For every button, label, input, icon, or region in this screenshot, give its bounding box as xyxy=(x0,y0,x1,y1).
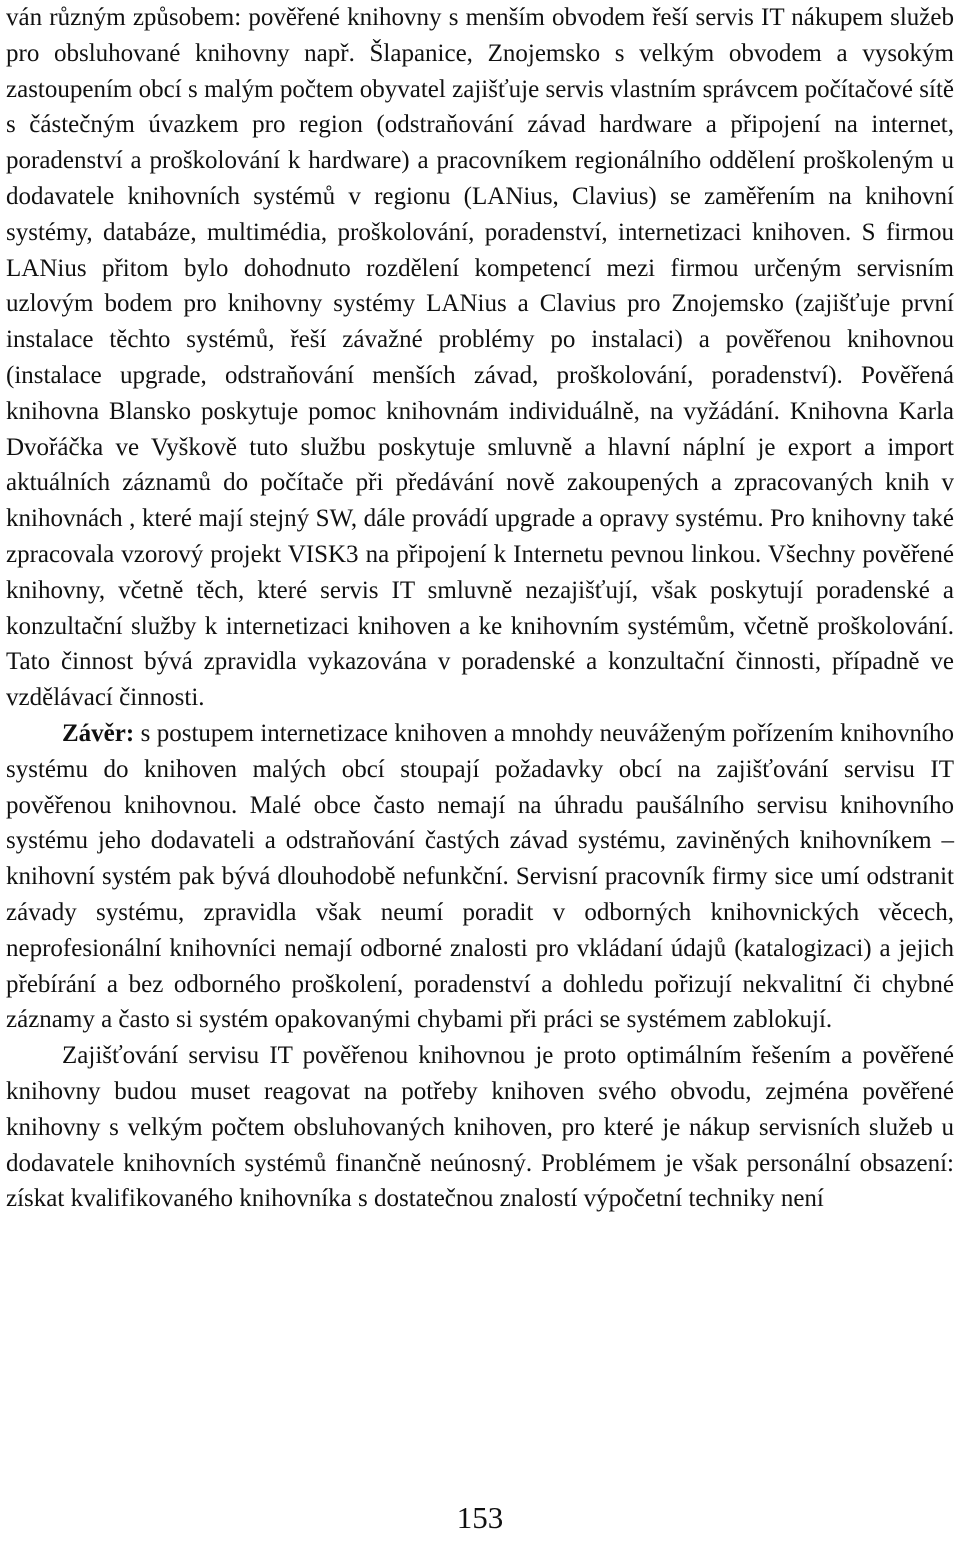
paragraph-1: ván různým způsobem: pověřené knihovny s menším obvodem řeší servis IT nákupem služeb pro obsluhované knihovny např. Šlapanice, Znojemsko s velkým obvodem a vysokým zastoupením obcí s malým počtem obyvatel zajišťuje servis vlastním správcem počítačové sítě s částečným úvazkem pro region (odstraňování závad hardware a připojení na internet, poradenství a proškolování k hardware) a pracovníkem regionálního oddělení proškoleným u dodavatele knihovních systémů v regionu (LANius, Clavius) se zaměřením na knihovní systémy, databáze, multimédia, proškolování, poradenství, internetizaci knihoven. S firmou LANius přitom bylo dohodnuto rozdělení kompetencí mezi firmou určeným servisním uzlovým bodem pro knihovny systémy LANius a Clavius pro Znojemsko (zajišťuje první instalace těchto systémů, řeší závažné problémy po instalaci) a pověřenou knihovnou (instalace upgrade, odstraňování menších závad, proškolování, poradenství). Pověřená knihovna Blansko poskytuje pomoc knihovnám individuálně, na vyžádání. Knihovna Karla Dvořáčka ve Vyškově tuto službu poskytuje smluvně a hlavní náplní je export a import aktuálních záznamů do počítače při předávání nově zakoupených a zpracovaných knih v knihovnách , které mají stejný SW, dále provádí upgrade a opravy systému. Pro knihovny také zpracovala vzorový projekt VISK3 na připojení k Internetu pevnou linkou. Všechny pověřené knihovny, včetně těch, které servis IT smluvně nezajišťují, však poskytují poradenské a konzultační služby k internetizaci knihoven a ke knihovním systémům, včetně proškolování. Tato činnost bývá zpravidla vykazována v poradenské a konzultační činnosti, případně ve vzdělávací činnosti. xyxy=(6,4,954,712)
document-page xyxy=(6,0,954,1217)
page-number: 153 xyxy=(456,1500,504,1535)
paragraph-2 xyxy=(6,716,954,1038)
conclusion-label: Závěr: xyxy=(62,719,135,747)
paragraph-2-text: s postupem internetizace knihoven a mnohdy neuváženým pořízením knihovního systému do knihoven malých obcí stoupají požadavky obcí na zajišťování servisu IT pověřenou knihovnou. Malé obce často nemají na úhradu paušálního servisu knihovního systému jeho dodavateli a odstraňování častých závad systému, zaviněných knihovníkem – knihovní systém pak bývá dlouhodobě nefunkční. Servisní pracovník firmy sice umí odstranit závady systému, zpravidla však neumí poradit v odborných knihovnických věcech, neprofesionální knihovníci nemají odborné znalosti pro vkládaní údajů (katalogizaci) a jejich přebírání a bez odborného proškolení, poradenství a dohledu pořizují nekvalitní či chybné záznamy a často si systém opakovanými chybami při práci se systémem zablokují. xyxy=(6,719,954,1034)
paragraph-3: Zajišťování servisu IT pověřenou knihovnou je proto optimálním řešením a pověřené knihovny budou muset reagovat na potřeby knihoven svého obvodu, zejména pověřené knihovny s velkým počtem obsluhovaných knihoven, pro které je nákup servisních služeb u dodavatele knihovních systémů finančně neúnosný. Problémem je však personální obsazení: získat kvalifikovaného knihovníka s dostatečnou znalostí výpočetní techniky není xyxy=(6,1042,954,1213)
